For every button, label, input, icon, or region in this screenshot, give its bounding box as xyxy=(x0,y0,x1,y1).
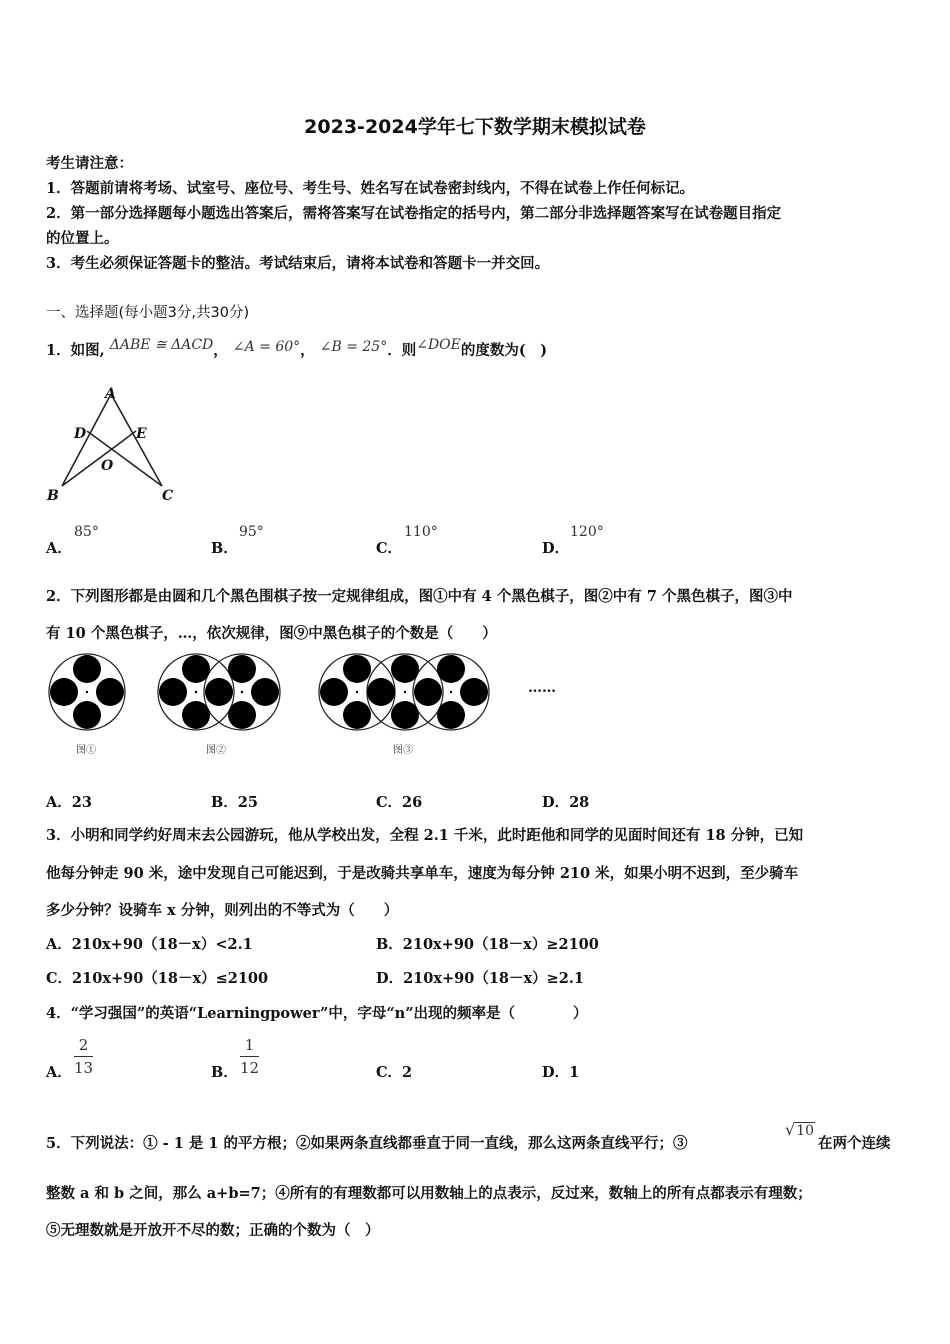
q2-option-d[interactable] xyxy=(542,791,589,812)
stone xyxy=(182,701,210,729)
stone xyxy=(96,678,124,706)
q2-option-b[interactable] xyxy=(211,791,258,812)
q4-option-b-denominator: 12 xyxy=(240,1059,260,1077)
q1-option-d-value: 120° xyxy=(570,524,604,540)
q4-option-a-numerator: 2 xyxy=(78,1036,89,1054)
q1-congruence-expr: ΔABE ≅ ΔACD xyxy=(109,337,214,353)
q2-option-d-letter: D． xyxy=(542,794,570,811)
notice-heading: 考生请注意： xyxy=(46,155,133,172)
question-4-stem: 4．“学习强国”的英语“Learningpower”中，字母“n”出现的频率是（ ） xyxy=(46,1005,588,1022)
stone xyxy=(205,678,233,706)
notice-line-2b: 的位置上。 xyxy=(46,230,119,247)
center-dot xyxy=(195,691,197,693)
q4-option-d-letter: D． xyxy=(542,1064,570,1081)
stone xyxy=(460,678,488,706)
figure-1 xyxy=(49,654,125,730)
label-c: C xyxy=(162,488,174,504)
q2-option-a-value: 23 xyxy=(71,794,92,811)
question-3-line-3: 多少分钟？设骑车 x 分钟，则列出的不等式为（ ） xyxy=(46,902,399,919)
center-dot xyxy=(86,691,88,693)
q1-sep-2: ， xyxy=(300,342,315,359)
question-5-line-3: ⑤无理数就是开放开不尽的数；正确的个数为（ ） xyxy=(46,1222,380,1239)
question-2-line-2: 有 10 个黑色棋子，…，依次规律，图⑨中黑色棋子的个数是（ ） xyxy=(46,625,497,642)
q2-option-c-value: 26 xyxy=(402,794,423,811)
question-5-line-1b: 在两个连续 xyxy=(818,1135,891,1152)
stone xyxy=(437,701,465,729)
q4-option-a-denominator: 13 xyxy=(74,1059,94,1077)
q1-option-a-letter[interactable]: A． xyxy=(46,540,72,557)
stone xyxy=(343,701,371,729)
label-b: B xyxy=(47,488,59,504)
q4-option-c[interactable] xyxy=(376,1061,412,1082)
q1-sep-1: ， xyxy=(213,342,228,359)
q3-option-b-letter: B． xyxy=(376,936,403,953)
q1-option-a-value: 85° xyxy=(74,524,99,540)
stone xyxy=(73,655,101,683)
q4-option-b-letter[interactable]: B． xyxy=(211,1064,238,1081)
notice-line-2a: 2．第一部分选择题每小题选出答案后，需将答案写在试卷指定的括号内，第二部分非选择题答案写在试卷题目指定 xyxy=(46,205,782,222)
stone xyxy=(228,701,256,729)
sqrt-expression xyxy=(785,1120,815,1139)
label-a: A xyxy=(105,386,116,402)
q3-option-d[interactable] xyxy=(376,967,584,988)
question-3-line-1: 3．小明和同学约好周末去公园游玩，他从学校出发，全程 2.1 千米，此时距他和同学的见面时间还有 18 分钟，已知 xyxy=(46,827,804,844)
fraction-bar xyxy=(240,1056,259,1057)
q1-option-d-letter[interactable]: D． xyxy=(542,540,570,557)
page-title: 2023-2024学年七下数学期末模拟试卷 xyxy=(304,116,646,138)
q3-option-c[interactable] xyxy=(46,967,268,988)
label-e: E xyxy=(136,426,147,442)
stone xyxy=(391,701,419,729)
question-5-line-2: 整数 a 和 b 之间，那么 a+b=7；④所有的有理数都可以用数轴上的点表示，反过来，数轴上的所有点都表示有理数； xyxy=(46,1185,812,1202)
q2-option-b-letter: B． xyxy=(211,794,238,811)
question-5-line-1a: 5．下列说法：① - 1 是 1 的平方根；②如果两条直线都垂直于同一直线，那么这两条直线平行；③ xyxy=(46,1135,688,1152)
q1-prefix: 1．如图, xyxy=(46,342,105,359)
stone xyxy=(367,678,395,706)
center-dot xyxy=(450,691,452,693)
q2-option-d-value: 28 xyxy=(569,794,590,811)
figure-2 xyxy=(158,654,280,730)
question-2-line-1: 2．下列图形都是由圆和几个黑色围棋子按一定规律组成，图①中有 4 个黑色棋子，图②中有 7 个黑色棋子，图③中 xyxy=(46,588,793,605)
q4-option-a-fraction xyxy=(74,1036,93,1077)
label-o: O xyxy=(101,458,114,474)
question-1-stem xyxy=(46,339,547,360)
q3-option-b[interactable] xyxy=(376,933,599,954)
q1-option-b-letter[interactable]: B． xyxy=(211,540,238,557)
fraction-bar xyxy=(74,1056,93,1057)
figure-3 xyxy=(319,654,489,730)
q4-option-d-value: 1 xyxy=(569,1064,580,1081)
q3-option-c-value: 210x+90（18－x）≤2100 xyxy=(72,970,269,987)
q2-option-c-letter: C． xyxy=(376,794,403,811)
stone xyxy=(251,678,279,706)
q3-option-b-value: 210x+90（18－x）≥2100 xyxy=(402,936,599,953)
stone xyxy=(391,655,419,683)
stone xyxy=(159,678,187,706)
q1-suffix: 的度数为( ) xyxy=(460,342,548,359)
label-d: D xyxy=(74,426,87,442)
stone xyxy=(320,678,348,706)
q4-option-d[interactable] xyxy=(542,1061,579,1082)
question-3-line-2: 他每分钟走 90 米，途中发现自己可能迟到，于是改骑共享单车，速度为每分钟 210 米，如果小明不迟到，至少骑车 xyxy=(46,865,799,882)
q2-option-a-letter: A． xyxy=(46,794,72,811)
center-dot xyxy=(404,691,406,693)
stone xyxy=(73,701,101,729)
sqrt-radicand: 10 xyxy=(796,1123,815,1139)
q3-option-c-letter: C． xyxy=(46,970,73,987)
figure-2-caption: 图② xyxy=(206,745,226,756)
center-dot xyxy=(356,691,358,693)
q4-option-b-fraction xyxy=(240,1036,259,1077)
q1-mid-text: ．则 xyxy=(387,342,417,359)
q1-angle-a-expr: ∠A = 60° xyxy=(232,339,301,355)
q4-option-c-letter: C． xyxy=(376,1064,403,1081)
figure-ellipsis: …… xyxy=(528,680,556,696)
q4-option-b-numerator: 1 xyxy=(244,1036,255,1054)
center-dot xyxy=(241,691,243,693)
notice-line-1: 1．答题前请将考场、试室号、座位号、考生号、姓名写在试卷密封线内，不得在试卷上作任何标记。 xyxy=(46,180,695,197)
figure-1-caption: 图① xyxy=(76,745,96,756)
section-heading: 一、选择题(每小题3分,共30分) xyxy=(46,305,250,321)
q3-option-a-value: 210x+90（18－x）<2.1 xyxy=(71,936,253,953)
figure-3-caption: 图③ xyxy=(393,745,413,756)
q4-option-a-letter[interactable]: A． xyxy=(46,1064,72,1081)
q1-angle-doe-expr: ∠DOE xyxy=(416,337,461,353)
sqrt-sign: √ xyxy=(785,1120,796,1139)
q2-option-a[interactable] xyxy=(46,791,92,812)
q1-option-b-value: 95° xyxy=(239,524,264,540)
q4-option-c-value: 2 xyxy=(402,1064,413,1081)
q3-option-a[interactable] xyxy=(46,933,253,954)
q3-option-d-letter: D． xyxy=(376,970,404,987)
stone xyxy=(414,678,442,706)
q1-angle-b-expr: ∠B = 25° xyxy=(319,339,388,355)
q2-option-b-value: 25 xyxy=(237,794,258,811)
q3-option-d-value: 210x+90（18－x）≥2.1 xyxy=(403,970,585,987)
go-stones-figures xyxy=(44,652,574,757)
q3-option-a-letter: A． xyxy=(46,936,72,953)
stone xyxy=(228,655,256,683)
stone xyxy=(50,678,78,706)
q1-option-c-value: 110° xyxy=(404,524,438,540)
stone xyxy=(343,655,371,683)
notice-line-3: 3．考生必须保证答题卡的整洁。考试结束后，请将本试卷和答题卡一并交回。 xyxy=(46,255,550,272)
stone xyxy=(437,655,465,683)
q1-option-c-letter[interactable]: C． xyxy=(376,540,403,557)
q2-option-c[interactable] xyxy=(376,791,422,812)
triangle-figure xyxy=(44,384,184,504)
stone xyxy=(182,655,210,683)
